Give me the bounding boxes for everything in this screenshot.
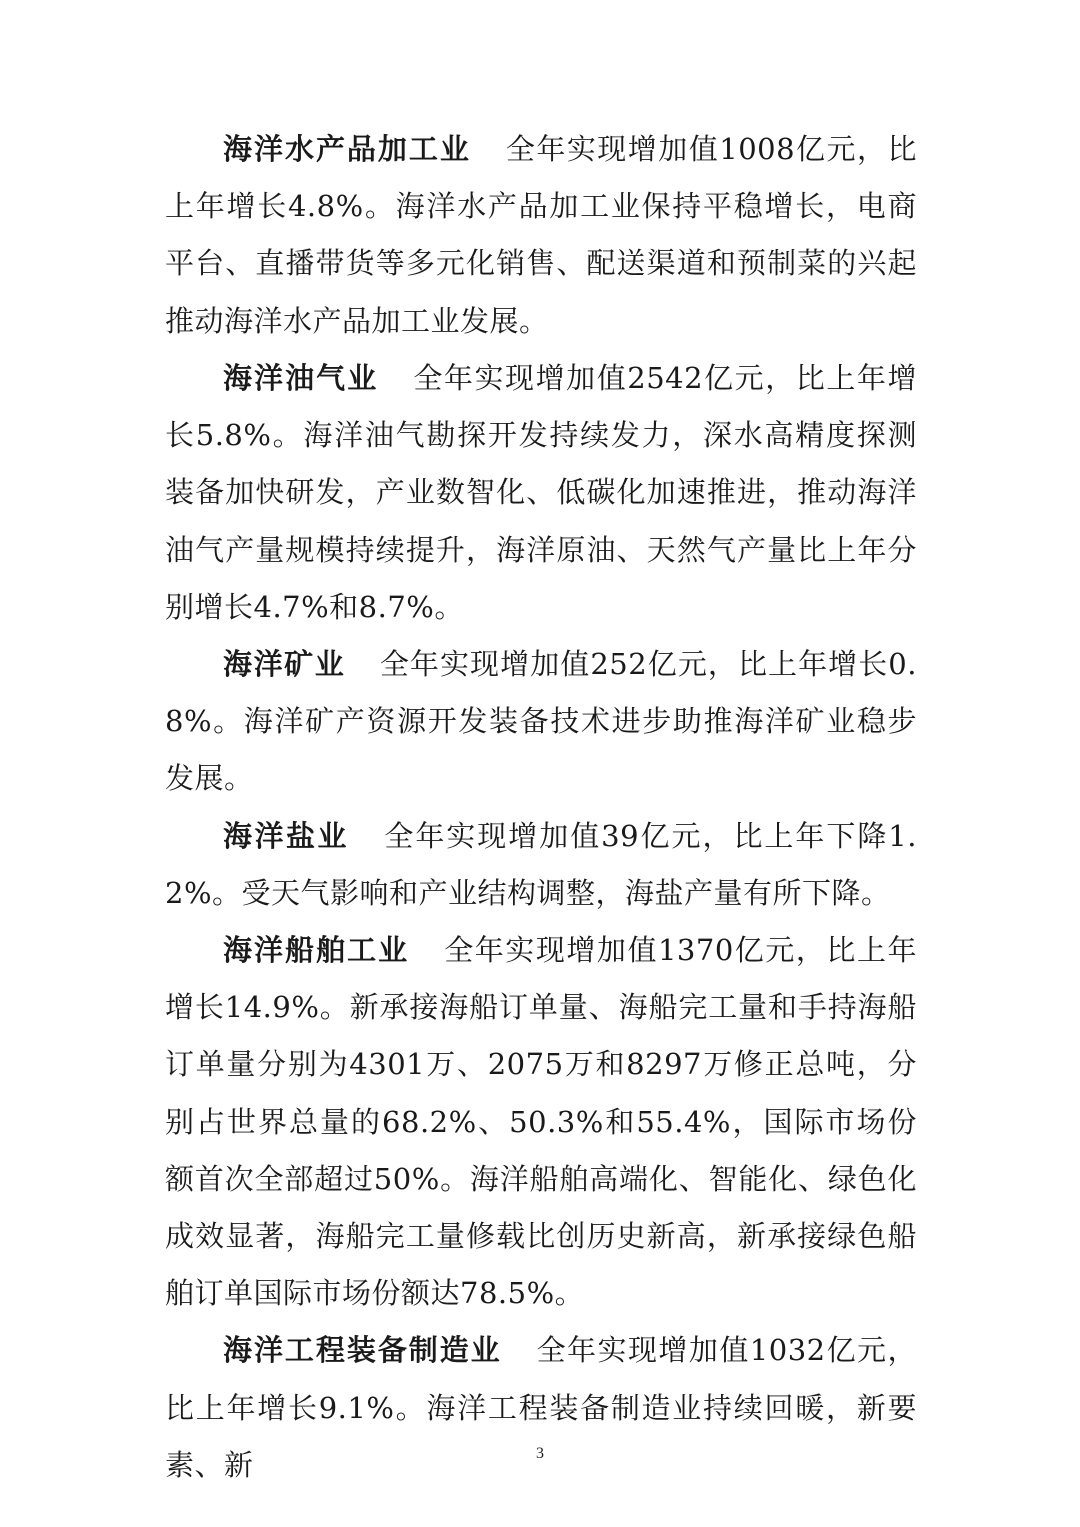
paragraph-text: 全年实现增加值252亿元，比上年增长0.8%。海洋矿产资源开发装备技术进步助推海洋矿业稳步发展。 [165,647,917,796]
paragraph-heading: 海洋水产品加工业 [223,132,471,166]
paragraph-text: 全年实现增加值1008亿元，比上年增长4.8%。海洋水产品加工业保持平稳增长，电商平台、直播带货等多元化销售、配送渠道和预制菜的兴起推动海洋水产品加工业发展。 [165,132,917,338]
paragraph-marine-oil-gas [165,350,917,636]
paragraph-text: 全年实现增加值2542亿元，比上年增长5.8%。海洋油气勘探开发持续发力，深水高精度探测装备加快研发，产业数智化、低碳化加速推进，推动海洋油气产量规模持续提升，海洋原油、天然气产量比上年分别增长4.7%和8.7%。 [165,361,917,624]
paragraph-heading: 海洋油气业 [223,361,379,395]
page-number: 3 [536,1445,544,1462]
paragraph-heading: 海洋工程装备制造业 [223,1333,502,1368]
paragraph-marine-salt [165,808,917,922]
paragraph-text: 全年实现增加值39亿元，比上年下降1.2%。受天气影响和产业结构调整，海盐产量有所下降。 [165,818,917,910]
paragraph-marine-aquatic-processing [165,121,917,350]
document-body [165,121,917,1494]
paragraph-heading: 海洋船舶工业 [223,933,410,968]
paragraph-text: 全年实现增加值1370亿元，比上年增长14.9%。新承接海船订单量、海船完工量和手持海船订单量分别为4301万、2075万和8297万修正总吨，分别占世界总量的68.2%、50.3%和55.4%，国际市场份额首次全部超过50%。海洋船舶高端化、智能化、绿色化成效显著，海船完工量修载比创历史新高，新承接绿色船舶订单国际市场份额达78.5%。 [165,933,917,1311]
paragraph-heading: 海洋矿业 [223,647,346,682]
paragraph-marine-mining [165,636,917,808]
paragraph-marine-shipbuilding [165,922,917,1322]
paragraph-text: 全年实现增加值1032亿元，比上年增长9.1%。海洋工程装备制造业持续回暖，新要素、新 [165,1333,917,1482]
paragraph-marine-engineering-equipment [165,1322,917,1494]
paragraph-heading: 海洋盐业 [223,818,349,853]
